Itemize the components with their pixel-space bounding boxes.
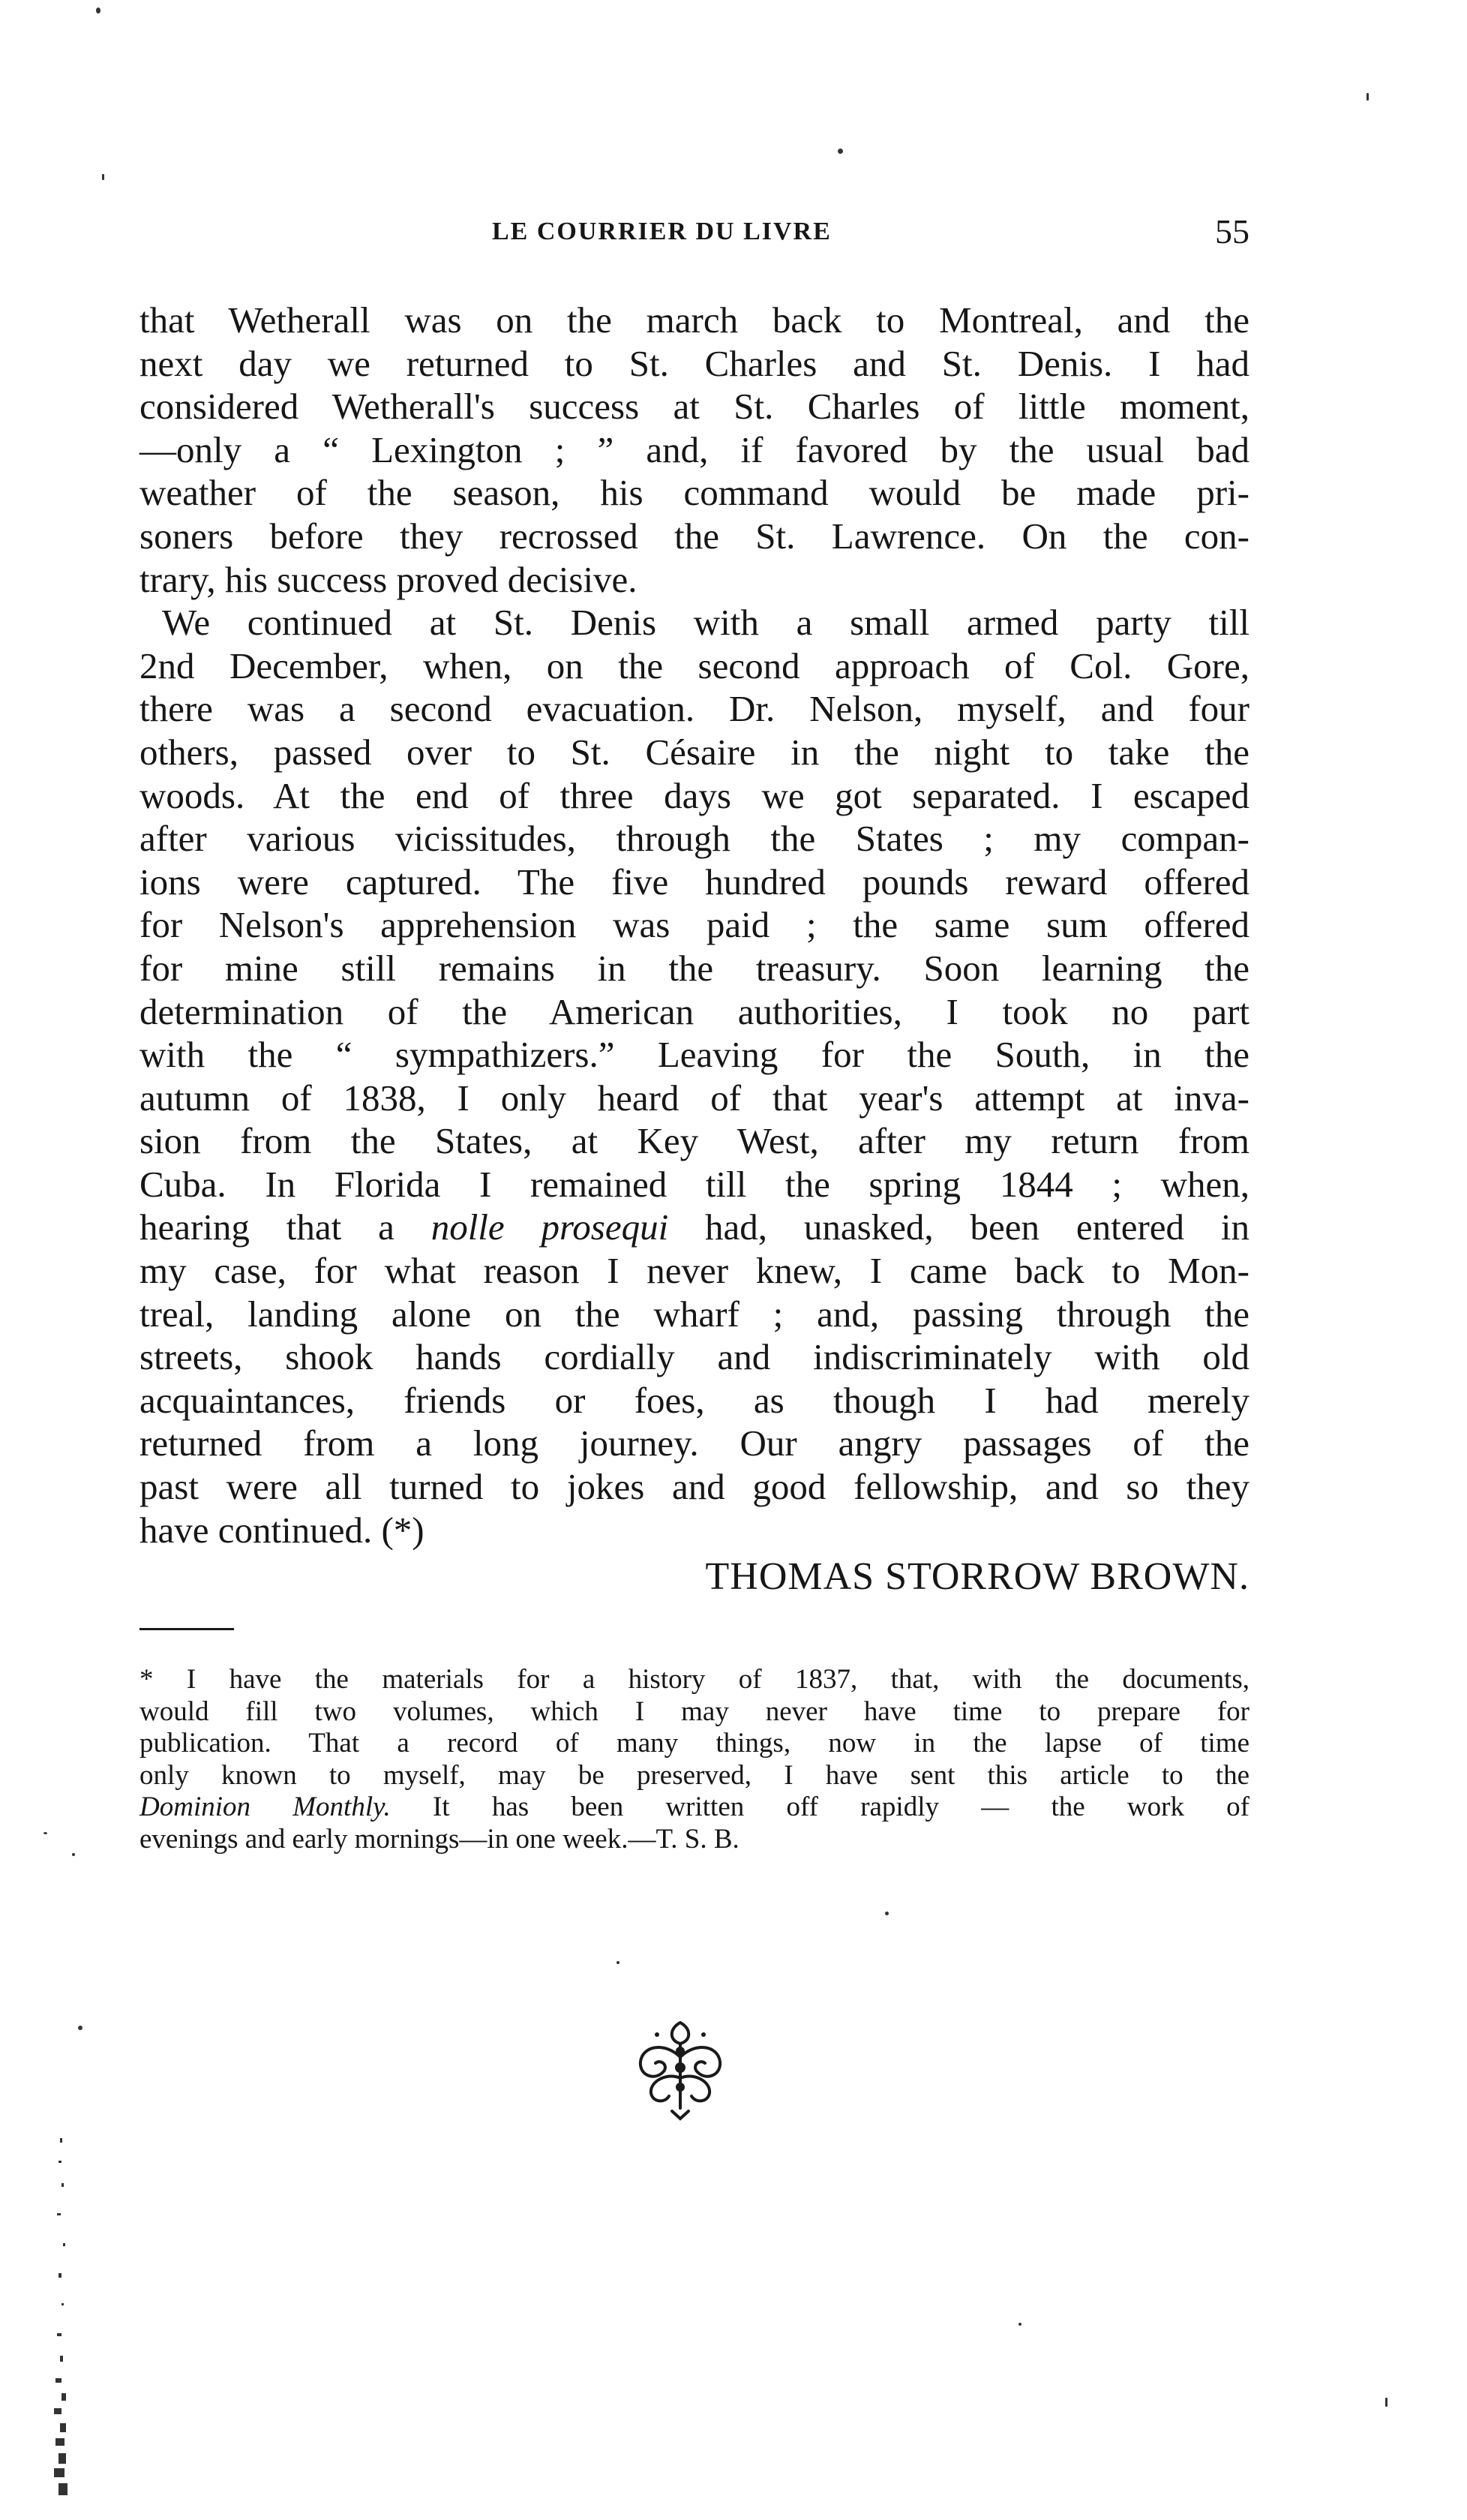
text-line: treal, landing alone on the wharf ; and, passing through the — [140, 1293, 1250, 1335]
text-line: considered Wetherall's success at St. Charles of little moment, — [140, 386, 1250, 428]
text-line: have continued. (*) — [140, 1509, 424, 1551]
text-line: after various vicissitudes, through the States ; my compan- — [140, 818, 1250, 860]
text-line-with-italic — [140, 1206, 1250, 1249]
text-line: acquaintances, friends or foes, as though I had merely — [140, 1379, 1250, 1421]
page-number: 55 — [1215, 212, 1250, 251]
running-title: LE COURRIER DU LIVRE — [492, 218, 832, 245]
author-signature: THOMAS STORROW BROWN. — [705, 1555, 1250, 1598]
text-line: my case, for what reason I never knew, I came back to Mon- — [140, 1250, 1250, 1292]
ink-speck — [616, 1961, 620, 1964]
footnote-line: only known to myself, may be preserved, I have sent this article to the — [140, 1759, 1250, 1791]
text-line: ions were captured. The five hundred pounds reward offered — [140, 861, 1250, 903]
ink-speck — [78, 2026, 82, 2030]
running-head — [140, 212, 1250, 257]
text-line: We continued at St. Denis with a small armed party till — [162, 602, 1250, 644]
text-line: returned from a long journey. Our angry passages of the — [140, 1422, 1250, 1464]
text-line: 2nd December, when, on the second approach of Col. Gore, — [140, 644, 1250, 686]
footnote-line: would fill two volumes, which I may never have time to prepare for — [140, 1696, 1250, 1727]
footnote — [140, 1664, 1250, 1855]
text-line: trary, his success proved decisive. — [140, 558, 638, 600]
text-segment: It has been written off rapidly — the work of — [390, 1792, 1250, 1822]
text-line: with the “ sympathizers.” Leaving for the South, in the — [140, 1034, 1250, 1076]
paragraph-1 — [140, 299, 1250, 601]
text-line: Cuba. In Florida I remained till the spring 1844 ; when, — [140, 1163, 1250, 1205]
ink-speck — [838, 149, 843, 154]
body-text — [140, 299, 1250, 1551]
ink-speck — [885, 1912, 889, 1915]
publication-title: Dominion Monthly. — [140, 1792, 391, 1822]
ink-speck — [102, 174, 104, 180]
text-line: soners before they recrossed the St. Lawrence. On the con- — [140, 515, 1250, 557]
text-line: —only a “ Lexington ; ” and, if favored by the usual bad — [140, 428, 1250, 470]
paragraph-2 — [140, 601, 1250, 1551]
text-line: that Wetherall was on the march back to Montreal, and the — [140, 299, 1250, 341]
text-line: past were all turned to jokes and good fellowship, and so they — [140, 1466, 1250, 1508]
ink-speck — [1385, 2398, 1388, 2407]
text-line: for Nelson's apprehension was paid ; the same sum offered — [140, 904, 1250, 946]
text-line: woods. At the end of three days we got separated. I escaped — [140, 774, 1250, 816]
footnote-line: publication. That a record of many things, now in the lapse of time — [140, 1728, 1250, 1759]
ink-speck — [1018, 2323, 1022, 2326]
text-line: next day we returned to St. Charles and St. Denis. I had — [140, 342, 1250, 384]
latin-term: nolle prosequi — [430, 1206, 669, 1248]
ink-speck — [1366, 93, 1369, 101]
text-line: determination of the American authorities, I took no part — [140, 990, 1250, 1032]
ink-speck — [44, 1832, 47, 1834]
footnote-line-with-italic — [140, 1792, 1250, 1824]
text-line: weather of the season, his command would be made pri- — [140, 472, 1250, 514]
text-line: there was a second evacuation. Dr. Nelson, myself, and four — [140, 688, 1250, 730]
text-segment: hearing that a — [140, 1206, 431, 1248]
footnote-divider — [140, 1628, 234, 1630]
text-line: sion from the States, at Key West, after my return from — [140, 1120, 1250, 1162]
text-line: others, passed over to St. Césaire in the night to take the — [140, 731, 1250, 773]
footnote-line: evenings and early mornings—in one week.—T. S. B. — [140, 1823, 740, 1855]
footnote-line: * I have the materials for a history of 1837, that, with the documents, — [140, 1664, 1250, 1695]
ink-speck — [96, 8, 100, 14]
text-line: streets, shook hands cordially and indiscriminately with old — [140, 1336, 1250, 1378]
text-segment: had, unasked, been entered in — [668, 1206, 1250, 1248]
ink-speck — [72, 1853, 75, 1856]
margin-noise — [46, 2131, 76, 2506]
text-line: for mine still remains in the treasury. Soon learning the — [140, 947, 1250, 989]
fleuron-ornament-icon — [624, 2012, 736, 2125]
text-line: autumn of 1838, I only heard of that year's attempt at inva- — [140, 1077, 1250, 1119]
